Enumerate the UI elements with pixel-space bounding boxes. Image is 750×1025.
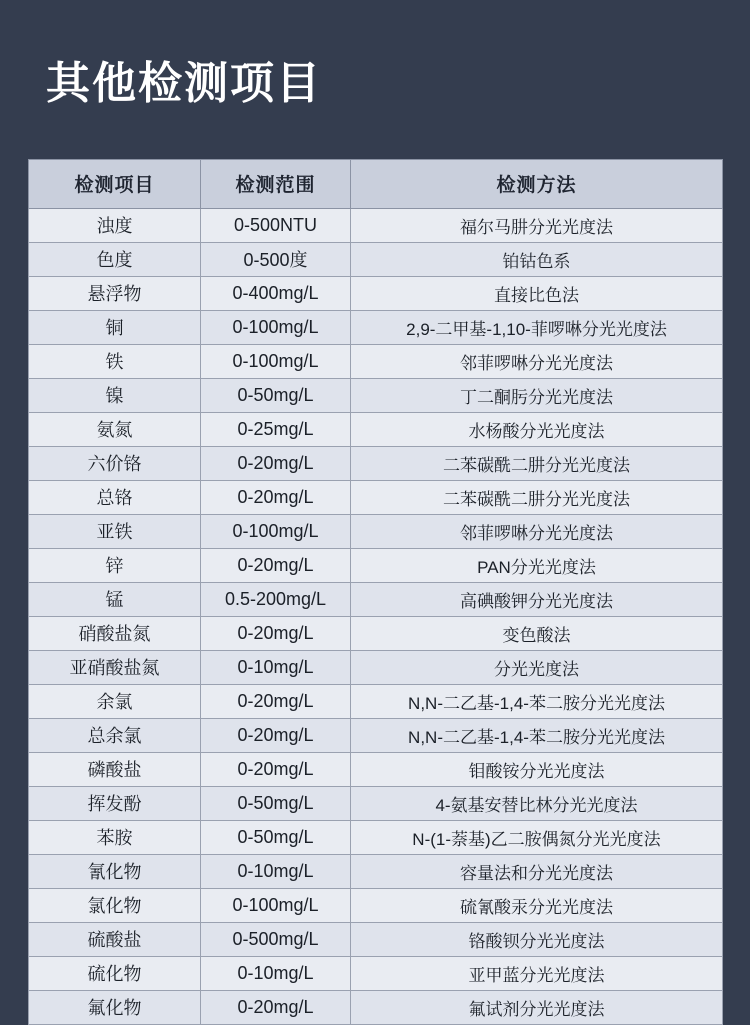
table-row xyxy=(29,752,723,786)
cell-range: 0-50mg/L xyxy=(201,820,351,854)
cell-range: 0-100mg/L xyxy=(201,888,351,922)
cell-item: 亚硝酸盐氮 xyxy=(29,650,201,684)
spec-table-wrapper xyxy=(28,159,722,1025)
column-header-method: 检测方法 xyxy=(351,159,723,208)
cell-item: 苯胺 xyxy=(29,820,201,854)
cell-item: 悬浮物 xyxy=(29,276,201,310)
cell-method: N-(1-萘基)乙二胺偶氮分光光度法 xyxy=(351,820,723,854)
cell-item: 氟化物 xyxy=(29,990,201,1024)
cell-range: 0-20mg/L xyxy=(201,446,351,480)
cell-item: 铜 xyxy=(29,310,201,344)
cell-item: 挥发酚 xyxy=(29,786,201,820)
table-row xyxy=(29,956,723,990)
column-header-range: 检测范围 xyxy=(201,159,351,208)
table-row xyxy=(29,854,723,888)
cell-method: 丁二酮肟分光光度法 xyxy=(351,378,723,412)
table-row xyxy=(29,582,723,616)
table-row xyxy=(29,922,723,956)
cell-range: 0-20mg/L xyxy=(201,718,351,752)
cell-range: 0-50mg/L xyxy=(201,378,351,412)
cell-range: 0-10mg/L xyxy=(201,854,351,888)
cell-range: 0-20mg/L xyxy=(201,548,351,582)
cell-method: 分光光度法 xyxy=(351,650,723,684)
page-title: 其他检测项目 xyxy=(46,59,322,108)
table-row xyxy=(29,888,723,922)
cell-range: 0-400mg/L xyxy=(201,276,351,310)
cell-item: 总铬 xyxy=(29,480,201,514)
cell-method: 邻菲啰啉分光光度法 xyxy=(351,344,723,378)
table-row xyxy=(29,786,723,820)
detection-items-table xyxy=(28,159,723,1025)
cell-method: 容量法和分光光度法 xyxy=(351,854,723,888)
cell-range: 0.5-200mg/L xyxy=(201,582,351,616)
cell-item: 余氯 xyxy=(29,684,201,718)
cell-method: N,N-二乙基-1,4-苯二胺分光光度法 xyxy=(351,718,723,752)
cell-method: 高碘酸钾分光光度法 xyxy=(351,582,723,616)
table-row xyxy=(29,990,723,1024)
cell-range: 0-50mg/L xyxy=(201,786,351,820)
table-row xyxy=(29,446,723,480)
table-row xyxy=(29,310,723,344)
table-row xyxy=(29,514,723,548)
table-header xyxy=(29,159,723,208)
cell-range: 0-25mg/L xyxy=(201,412,351,446)
cell-method: 4-氨基安替比林分光光度法 xyxy=(351,786,723,820)
cell-item: 浊度 xyxy=(29,208,201,242)
cell-item: 氰化物 xyxy=(29,854,201,888)
cell-item: 硫酸盐 xyxy=(29,922,201,956)
cell-item: 锰 xyxy=(29,582,201,616)
table-row xyxy=(29,276,723,310)
cell-item: 六价铬 xyxy=(29,446,201,480)
cell-method: 铂钴色系 xyxy=(351,242,723,276)
cell-item: 磷酸盐 xyxy=(29,752,201,786)
cell-item: 氯化物 xyxy=(29,888,201,922)
cell-range: 0-500度 xyxy=(201,242,351,276)
cell-item: 氨氮 xyxy=(29,412,201,446)
cell-range: 0-100mg/L xyxy=(201,310,351,344)
cell-range: 0-20mg/L xyxy=(201,990,351,1024)
cell-range: 0-10mg/L xyxy=(201,956,351,990)
column-header-item: 检测项目 xyxy=(29,159,201,208)
cell-method: PAN分光光度法 xyxy=(351,548,723,582)
table-row xyxy=(29,820,723,854)
cell-method: 铬酸钡分光光度法 xyxy=(351,922,723,956)
cell-range: 0-20mg/L xyxy=(201,616,351,650)
table-row xyxy=(29,616,723,650)
cell-range: 0-100mg/L xyxy=(201,344,351,378)
table-body xyxy=(29,208,723,1024)
cell-range: 0-500mg/L xyxy=(201,922,351,956)
cell-item: 锌 xyxy=(29,548,201,582)
table-row xyxy=(29,718,723,752)
table-header-row xyxy=(29,159,723,208)
table-row xyxy=(29,208,723,242)
table-row xyxy=(29,480,723,514)
cell-method: 水杨酸分光光度法 xyxy=(351,412,723,446)
cell-method: 邻菲啰啉分光光度法 xyxy=(351,514,723,548)
cell-method: 钼酸铵分光光度法 xyxy=(351,752,723,786)
cell-range: 0-20mg/L xyxy=(201,752,351,786)
cell-item: 色度 xyxy=(29,242,201,276)
cell-item: 镍 xyxy=(29,378,201,412)
cell-method: 变色酸法 xyxy=(351,616,723,650)
cell-range: 0-100mg/L xyxy=(201,514,351,548)
cell-method: 直接比色法 xyxy=(351,276,723,310)
cell-method: 福尔马肼分光光度法 xyxy=(351,208,723,242)
cell-item: 铁 xyxy=(29,344,201,378)
cell-method: 二苯碳酰二肼分光光度法 xyxy=(351,480,723,514)
cell-method: N,N-二乙基-1,4-苯二胺分光光度法 xyxy=(351,684,723,718)
cell-range: 0-500NTU xyxy=(201,208,351,242)
cell-item: 亚铁 xyxy=(29,514,201,548)
cell-item: 硝酸盐氮 xyxy=(29,616,201,650)
cell-method: 二苯碳酰二肼分光光度法 xyxy=(351,446,723,480)
table-row xyxy=(29,548,723,582)
table-row xyxy=(29,650,723,684)
cell-range: 0-20mg/L xyxy=(201,480,351,514)
cell-method: 硫氰酸汞分光光度法 xyxy=(351,888,723,922)
table-row xyxy=(29,242,723,276)
table-row xyxy=(29,412,723,446)
cell-method: 亚甲蓝分光光度法 xyxy=(351,956,723,990)
cell-method: 2,9-二甲基-1,10-菲啰啉分光光度法 xyxy=(351,310,723,344)
table-row xyxy=(29,344,723,378)
cell-range: 0-10mg/L xyxy=(201,650,351,684)
table-row xyxy=(29,684,723,718)
table-row xyxy=(29,378,723,412)
cell-range: 0-20mg/L xyxy=(201,684,351,718)
cell-item: 总余氯 xyxy=(29,718,201,752)
cell-method: 氟试剂分光光度法 xyxy=(351,990,723,1024)
cell-item: 硫化物 xyxy=(29,956,201,990)
